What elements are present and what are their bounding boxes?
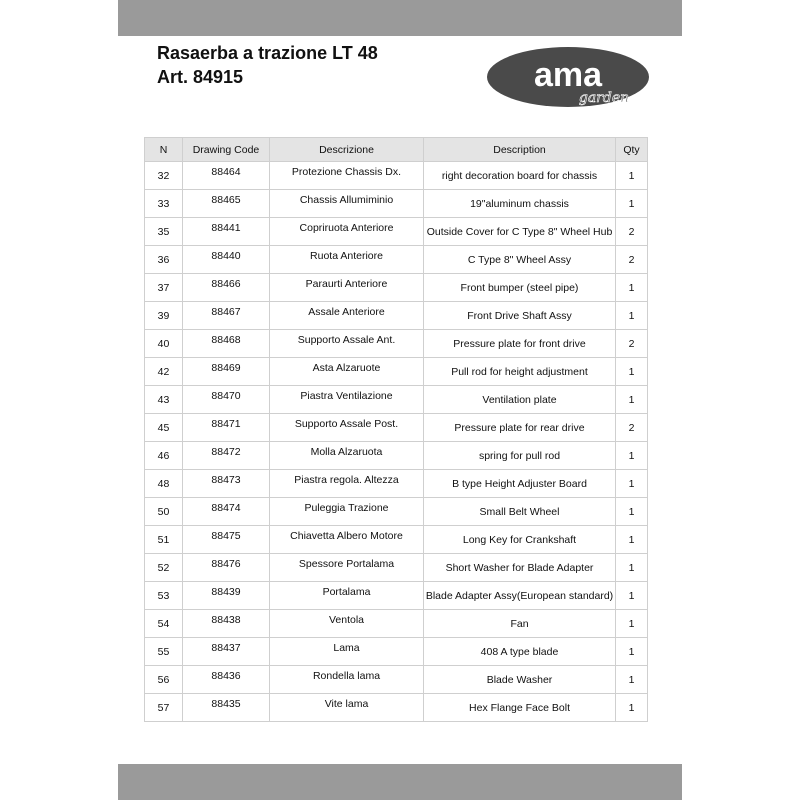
cell-descrizione: Lama	[270, 638, 424, 666]
cell-n: 46	[145, 442, 183, 470]
cell-qty: 2	[616, 330, 648, 358]
table-row	[145, 218, 648, 246]
cell-drawing-code: 88475	[183, 526, 270, 554]
table-row	[145, 526, 648, 554]
ama-garden-logo	[486, 46, 650, 108]
cell-n: 37	[145, 274, 183, 302]
cell-descrizione: Rondella lama	[270, 666, 424, 694]
cell-description: Ventilation plate	[424, 386, 616, 414]
cell-n: 40	[145, 330, 183, 358]
cell-description: Blade Washer	[424, 666, 616, 694]
cell-n: 55	[145, 638, 183, 666]
cell-description: Outside Cover for C Type 8" Wheel Hub	[424, 218, 616, 246]
table-row	[145, 162, 648, 190]
cell-description: Pressure plate for rear drive	[424, 414, 616, 442]
column-header-descrizione: Descrizione	[270, 138, 424, 162]
cell-qty: 1	[616, 162, 648, 190]
cell-description: Hex Flange Face Bolt	[424, 694, 616, 722]
cell-n: 52	[145, 554, 183, 582]
cell-n: 39	[145, 302, 183, 330]
table-row	[145, 554, 648, 582]
cell-drawing-code: 88473	[183, 470, 270, 498]
cell-description: Long Key for Crankshaft	[424, 526, 616, 554]
cell-description: Blade Adapter Assy(European standard)	[424, 582, 616, 610]
document-title: Rasaerba a trazione LT 48	[157, 43, 378, 63]
cell-qty: 1	[616, 666, 648, 694]
column-header-description: Description	[424, 138, 616, 162]
column-header-qty: Qty	[616, 138, 648, 162]
cell-drawing-code: 88464	[183, 162, 270, 190]
cell-qty: 1	[616, 526, 648, 554]
cell-descrizione: Chiavetta Albero Motore	[270, 526, 424, 554]
table-row	[145, 302, 648, 330]
cell-n: 56	[145, 666, 183, 694]
cell-descrizione: Supporto Assale Post.	[270, 414, 424, 442]
cell-description: right decoration board for chassis	[424, 162, 616, 190]
cell-n: 36	[145, 246, 183, 274]
cell-description: Small Belt Wheel	[424, 498, 616, 526]
cell-description: 408 A type blade	[424, 638, 616, 666]
cell-n: 54	[145, 610, 183, 638]
cell-drawing-code: 88468	[183, 330, 270, 358]
cell-drawing-code: 88470	[183, 386, 270, 414]
article-number: Art. 84915	[157, 67, 244, 87]
cell-qty: 2	[616, 218, 648, 246]
table-row	[145, 442, 648, 470]
table-row	[145, 666, 648, 694]
cell-descrizione: Assale Anteriore	[270, 302, 424, 330]
cell-description: Pull rod for height adjustment	[424, 358, 616, 386]
cell-qty: 1	[616, 442, 648, 470]
column-header-n: N	[145, 138, 183, 162]
cell-n: 33	[145, 190, 183, 218]
cell-drawing-code: 88474	[183, 498, 270, 526]
cell-drawing-code: 88467	[183, 302, 270, 330]
cell-n: 45	[145, 414, 183, 442]
cell-description: Front bumper (steel pipe)	[424, 274, 616, 302]
cell-descrizione: Molla Alzaruota	[270, 442, 424, 470]
cell-drawing-code: 88438	[183, 610, 270, 638]
cell-qty: 1	[616, 386, 648, 414]
cell-n: 42	[145, 358, 183, 386]
cell-qty: 1	[616, 694, 648, 722]
cell-qty: 1	[616, 582, 648, 610]
cell-description: B type Height Adjuster Board	[424, 470, 616, 498]
cell-drawing-code: 88441	[183, 218, 270, 246]
cell-qty: 1	[616, 190, 648, 218]
cell-drawing-code: 88440	[183, 246, 270, 274]
cell-qty: 1	[616, 554, 648, 582]
cell-description: C Type 8" Wheel Assy	[424, 246, 616, 274]
logo-brand-text: ama	[533, 56, 603, 94]
cell-qty: 1	[616, 470, 648, 498]
cell-qty: 1	[616, 498, 648, 526]
table-row	[145, 470, 648, 498]
cell-qty: 1	[616, 274, 648, 302]
cell-description: Front Drive Shaft Assy	[424, 302, 616, 330]
cell-descrizione: Portalama	[270, 582, 424, 610]
cell-n: 35	[145, 218, 183, 246]
cell-descrizione: Paraurti Anteriore	[270, 274, 424, 302]
cell-descrizione: Supporto Assale Ant.	[270, 330, 424, 358]
cell-qty: 1	[616, 610, 648, 638]
cell-descrizione: Vite lama	[270, 694, 424, 722]
cell-n: 51	[145, 526, 183, 554]
cell-qty: 2	[616, 414, 648, 442]
table-row	[145, 358, 648, 386]
cell-qty: 1	[616, 302, 648, 330]
cell-drawing-code: 88476	[183, 554, 270, 582]
cell-qty: 2	[616, 246, 648, 274]
cell-drawing-code: 88469	[183, 358, 270, 386]
cell-descrizione: Chassis Allumiminio	[270, 190, 424, 218]
cell-descrizione: Ruota Anteriore	[270, 246, 424, 274]
table-row	[145, 274, 648, 302]
top-gray-band	[118, 0, 682, 36]
cell-n: 53	[145, 582, 183, 610]
cell-drawing-code: 88435	[183, 694, 270, 722]
cell-drawing-code: 88439	[183, 582, 270, 610]
column-header-drawing-code: Drawing Code	[183, 138, 270, 162]
table-row	[145, 582, 648, 610]
cell-description: Pressure plate for front drive	[424, 330, 616, 358]
cell-descrizione: Asta Alzaruote	[270, 358, 424, 386]
table-row	[145, 638, 648, 666]
cell-description: Short Washer for Blade Adapter	[424, 554, 616, 582]
cell-description: spring for pull rod	[424, 442, 616, 470]
cell-n: 43	[145, 386, 183, 414]
cell-descrizione: Piastra Ventilazione	[270, 386, 424, 414]
table-row	[145, 498, 648, 526]
cell-drawing-code: 88471	[183, 414, 270, 442]
cell-descrizione: Copriruota Anteriore	[270, 218, 424, 246]
table-row	[145, 610, 648, 638]
cell-description: 19"aluminum chassis	[424, 190, 616, 218]
cell-n: 48	[145, 470, 183, 498]
cell-descrizione: Puleggia Trazione	[270, 498, 424, 526]
cell-descrizione: Protezione Chassis Dx.	[270, 162, 424, 190]
cell-drawing-code: 88437	[183, 638, 270, 666]
cell-drawing-code: 88466	[183, 274, 270, 302]
cell-descrizione: Piastra regola. Altezza	[270, 470, 424, 498]
table-row	[145, 694, 648, 722]
cell-n: 57	[145, 694, 183, 722]
cell-n: 50	[145, 498, 183, 526]
parts-table	[144, 137, 648, 722]
cell-qty: 1	[616, 358, 648, 386]
cell-drawing-code: 88465	[183, 190, 270, 218]
table-header-row	[145, 138, 648, 162]
table-row	[145, 246, 648, 274]
cell-n: 32	[145, 162, 183, 190]
table-row	[145, 414, 648, 442]
bottom-gray-band	[118, 764, 682, 800]
logo-sub-text: garden	[578, 90, 630, 106]
table-row	[145, 386, 648, 414]
cell-drawing-code: 88436	[183, 666, 270, 694]
cell-descrizione: Spessore Portalama	[270, 554, 424, 582]
cell-description: Fan	[424, 610, 616, 638]
cell-drawing-code: 88472	[183, 442, 270, 470]
table-row	[145, 330, 648, 358]
table-row	[145, 190, 648, 218]
cell-descrizione: Ventola	[270, 610, 424, 638]
cell-qty: 1	[616, 638, 648, 666]
